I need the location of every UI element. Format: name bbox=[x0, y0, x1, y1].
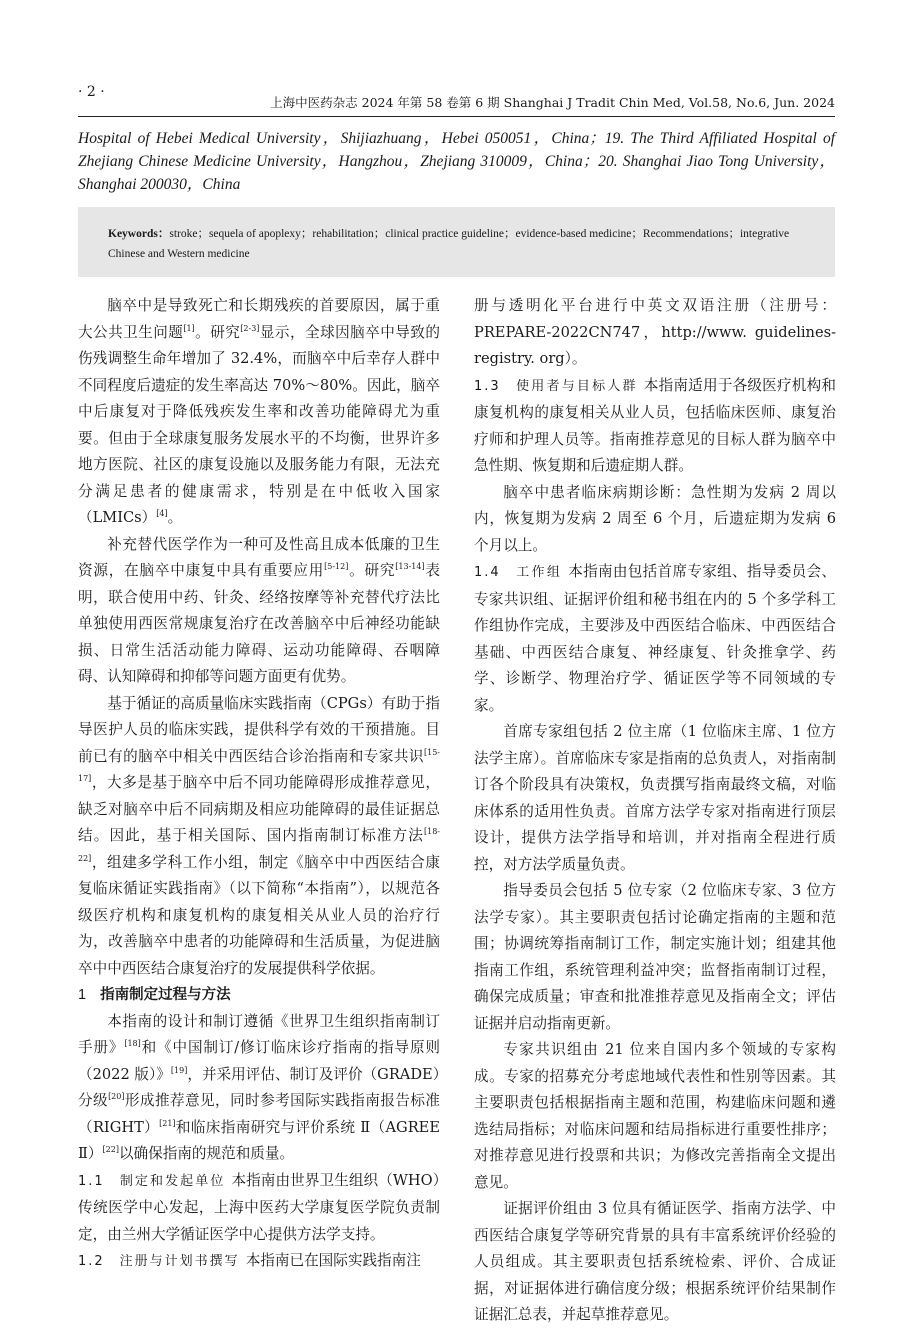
method-paragraph: 本指南的设计和制订遵循《世界卫生组织指南制订手册》[18]和《中国制订/修订临床诊疗指南的指导原则（2022 版）》[19]，并采用评估、制订及评价（GRADE）分级[20]形成推荐意见，同时参考国际实践指南报告标准（RIGHT）[21]和临床指南研究与评价系统 Ⅱ（AGREE Ⅱ）[22]以确保指南的规范和质量。 bbox=[78, 1012, 440, 1162]
right-column bbox=[474, 293, 836, 1329]
stage-definition-paragraph: 脑卒中患者临床病期诊断：急性期为发病 2 周以内，恢复期为发病 2 周至 6 个月，后遗症期为发病 6 个月以上。 bbox=[474, 483, 836, 554]
citation-ref: [2-3] bbox=[240, 323, 260, 333]
subsection-heading: 1.3 使用者与目标人群 bbox=[474, 378, 638, 394]
keywords-box bbox=[78, 207, 835, 277]
chief-expert-paragraph: 首席专家组包括 2 位主席（1 位临床主席、1 位方法学主席）。首席临床专家是指南的总负责人，对指南制订各个阶段具有决策权，负责撰写指南最终文稿，对临床体系的适用性负责。首席方法学专家对指南进行顶层设计，提供方法学指导和培训，并对指南全程进行质控，对方法学质量负责。 bbox=[474, 723, 836, 873]
citation-ref: [18-22] bbox=[78, 827, 440, 863]
keywords-label: Keywords： bbox=[108, 228, 170, 240]
header-rule bbox=[78, 116, 835, 117]
citation-ref: [18] bbox=[124, 1039, 141, 1048]
section-title: 指南制定过程与方法 bbox=[100, 987, 231, 1003]
registration-continued: 册与透明化平台进行中英文双语注册（注册号：PREPARE-2022CN747，http://www. guidelines-registry. org）。 bbox=[474, 297, 836, 367]
citation-ref: [22] bbox=[102, 1145, 119, 1154]
left-column bbox=[78, 293, 440, 1276]
subsection-1-2: 1.2 注册与计划书撰写 本指南已在国际实践指南注 bbox=[78, 1252, 421, 1269]
citation-ref: [20] bbox=[108, 1092, 125, 1101]
section-number: 1 bbox=[78, 987, 87, 1003]
citation-ref: [21] bbox=[159, 1118, 176, 1128]
citation-ref: [4] bbox=[156, 509, 168, 518]
subsection-heading: 1.2 注册与计划书撰写 bbox=[78, 1254, 240, 1269]
subsection-1-4: 1.4 工作组 本指南由包括首席专家组、指导委员会、专家共识组、证据评价组和秘书组在内的 5 个多学科工作组协作完成，主要涉及中西医结合临床、中西医结合基础、中西医结合康复、神经康复、针灸推拿学、药学、诊断学、物理治疗学、循证医学等不同领域的专家。 bbox=[474, 563, 836, 714]
affiliations: Hospital of Hebei Medical University，Shijiazhuang，Hebei 050051，China；19. The Third Affiliated Hospital of Zhejiang Chinese Medicine University，Hangzhou，Zhejiang 310009，China；20. Shanghai Jiao Tong University，Shanghai 200030，China bbox=[78, 130, 835, 193]
intro-paragraph-3: 基于循证的高质量临床实践指南（CPGs）有助于指导医护人员的临床实践，提供科学有效的干预措施。目前已有的脑卒中相关中西医结合诊治指南和专家共识[15-17]，大多是基于脑卒中后不同功能障碍形成推荐意见，缺乏对脑卒中后不同病期及相应功能障碍的最佳证据总结。因此，基于相关国际、国内指南制订标准方法[18-22]，组建多学科工作小组，制定《脑卒中中西医结合康复临床循证实践指南》（以下简称“本指南”），以规范各级医疗机构和康复机构的康复相关从业人员的治疗行为，改善脑卒中患者的功能障碍和生活质量，为促进脑卒中中西医结合康复治疗的发展提供科学依据。 bbox=[78, 694, 440, 977]
intro-paragraph-2: 补充替代医学作为一种可及性高且成本低廉的卫生资源，在脑卒中康复中具有重要应用[5-12]。研究[13-14]表明，联合使用中药、针灸、经络按摩等补充替代疗法比单独使用西医常规康复治疗在改善脑卒中后神经功能缺损、日常生活活动能力障碍、运动功能障碍、吞咽障碍、认知障碍和抑郁等问题方面更有优势。 bbox=[78, 535, 440, 685]
steering-committee-paragraph: 指导委员会包括 5 位专家（2 位临床专家、3 位方法学专家）。其主要职责包括讨论确定指南的主题和范围；协调统筹指南制订工作，制定实施计划；组建其他指南工作组，系统管理利益冲突；监督指南制订过程，确保完成质量；审查和批准推荐意见及指南全文；评估证据并启动指南更新。 bbox=[474, 882, 836, 1032]
consensus-group-paragraph: 专家共识组由 21 位来自国内多个领域的专家构成。专家的招募充分考虑地域代表性和性别等因素。其主要职责包括根据指南主题和范围，构建临床问题和遴选结局指标；对临床问题和结局指标进行重要性排序；对推荐意见进行投票和共识；为修改完善指南全文提出意见。 bbox=[474, 1041, 836, 1191]
citation-ref: [1] bbox=[183, 323, 195, 333]
page-number: · 2 · bbox=[78, 84, 105, 100]
citation-ref: [5-12] bbox=[324, 562, 349, 571]
running-header: 上海中医药杂志 2024 年第 58 卷第 6 期 Shanghai J Tradit Chin Med, Vol.58, No.6, Jun. 2024 bbox=[270, 95, 835, 110]
subsection-heading: 1.1 制定和发起单位 bbox=[78, 1173, 226, 1189]
keywords-text: stroke；sequela of apoplexy；rehabilitation；clinical practice guideline；evidence-based medicine；Recommendations；integrative Chinese and Western medicine bbox=[108, 228, 790, 260]
citation-ref: [15-17] bbox=[78, 747, 440, 783]
evidence-group-paragraph: 证据评价组由 3 位具有循证医学、指南方法学、中西医结合康复学等研究背景的具有丰富系统评价经验的人员组成。其主要职责包括系统检索、评价、合成证据，对证据体进行确信度分级；根据系统评价结果制作证据汇总表，并起草推荐意见。 bbox=[474, 1200, 836, 1323]
citation-ref: [19] bbox=[170, 1065, 188, 1075]
intro-paragraph-1: 脑卒中是导致死亡和长期残疾的首要原因，属于重大公共卫生问题[1]。研究[2-3]显示，全球因脑卒中导致的伤残调整生命年增加了 32.4%，而脑卒中后幸存人群中不同程度后遗症的发生率高达 70%～80%。因此，脑卒中后康复对于降低残疾发生率和改善功能障碍尤为重要。但由于全球康复服务发展水平的不均衡，世界许多地方医院、社区的康复设施以及服务能力有限，无法充分满足患者的健康需求，特别是在中低收入国家（LMICs）[4]。 bbox=[78, 297, 440, 526]
section-heading bbox=[78, 982, 440, 1009]
subsection-heading: 1.4 工作组 bbox=[474, 565, 563, 580]
citation-ref: [13-14] bbox=[395, 562, 425, 571]
subsection-1-1: 1.1 制定和发起单位 本指南由世界卫生组织（WHO）传统医学中心发起，上海中医药大学康复医学院负责制定，由兰州大学循证医学中心提供方法学支持。 bbox=[78, 1171, 440, 1243]
subsection-1-3: 1.3 使用者与目标人群 本指南适用于各级医疗机构和康复机构的康复相关从业人员，包括临床医师、康复治疗师和护理人员等。指南推荐意见的目标人群为脑卒中急性期、恢复期和后遗症期人群。 bbox=[474, 376, 836, 474]
